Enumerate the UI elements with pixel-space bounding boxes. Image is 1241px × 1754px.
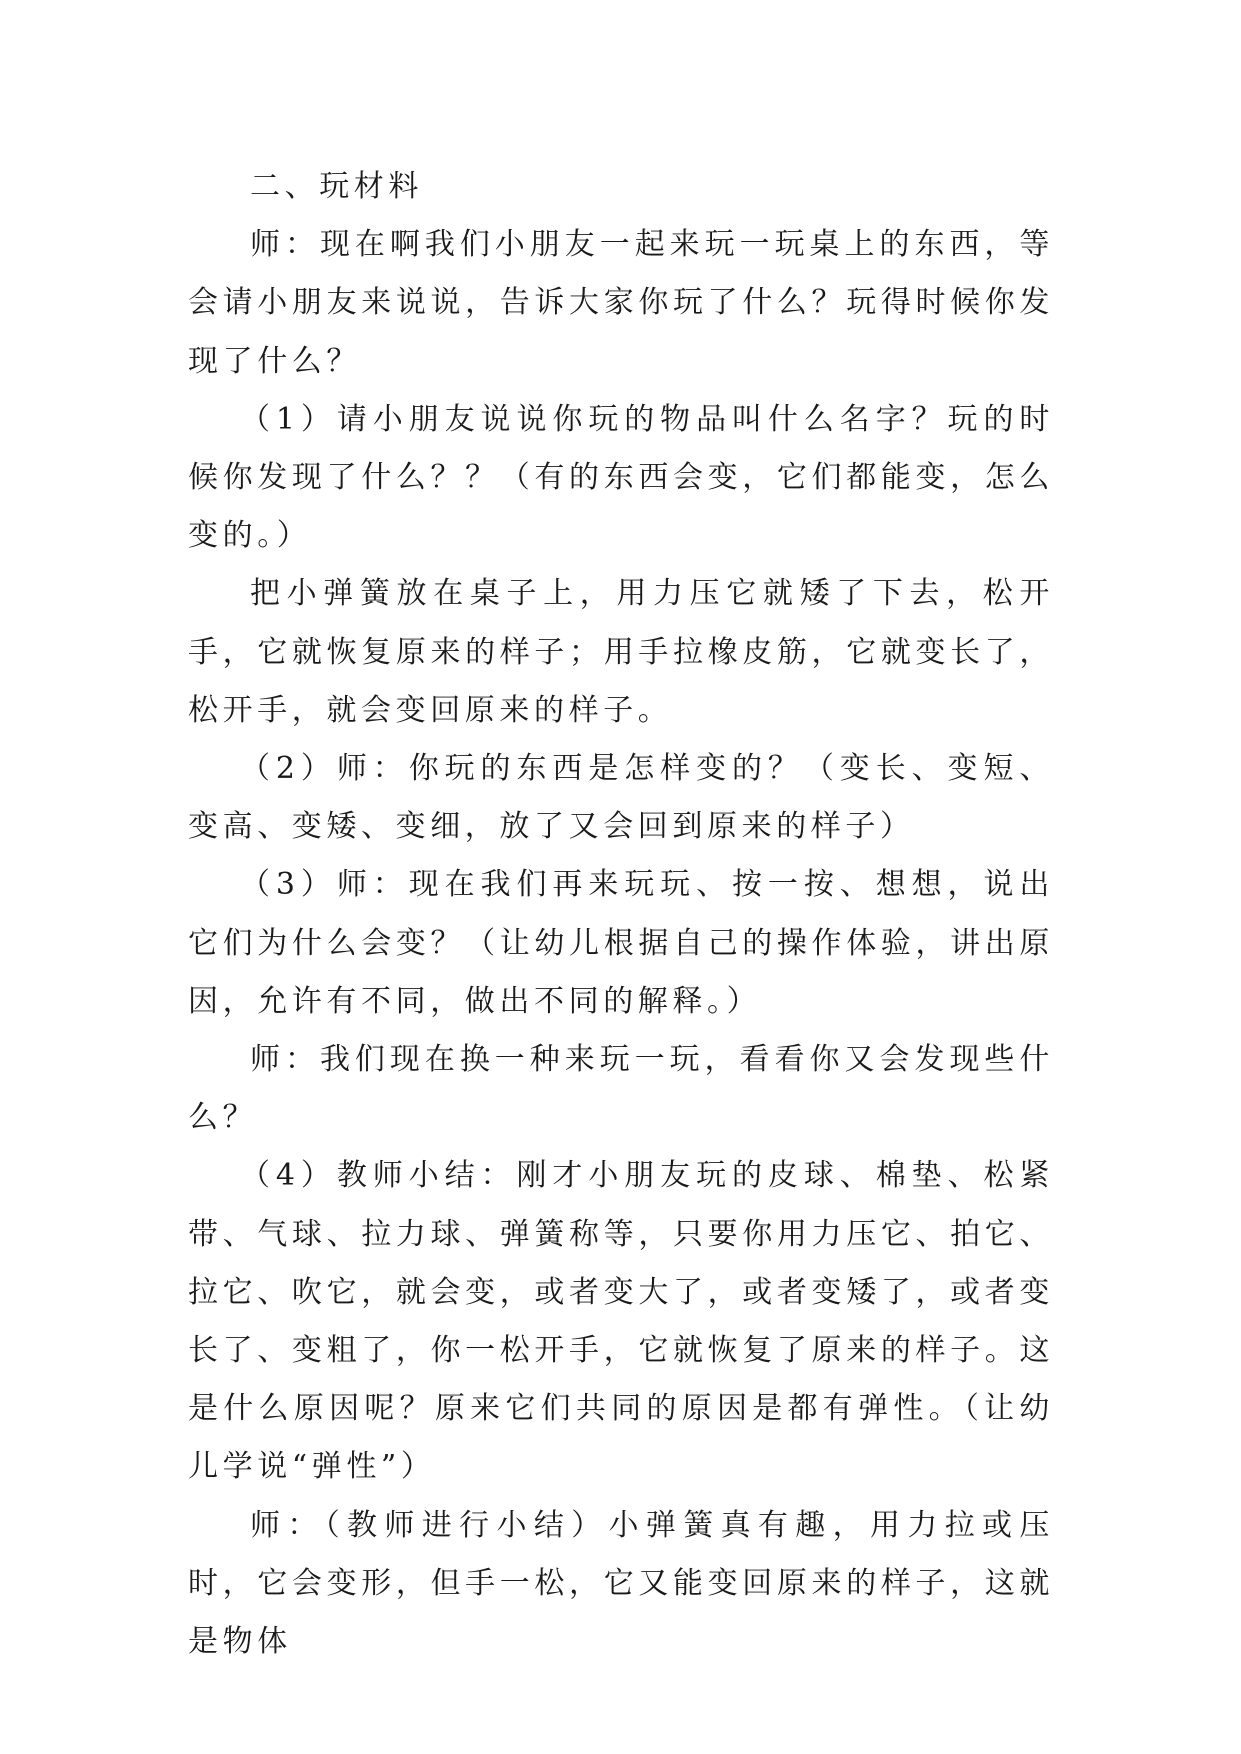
paragraph: （3）师：现在我们再来玩玩、按一按、想想，说出它们为什么会变？（让幼儿根据自己的操作体验，讲出原因，允许有不同，做出不同的解释。） bbox=[188, 867, 1054, 1019]
document-body bbox=[188, 158, 1054, 1671]
paragraph: （4）教师小结：刚才小朋友玩的皮球、棉垫、松紧带、气球、拉力球、弹簧称等，只要你用力压它、拍它、拉它、吹它，就会变，或者变大了，或者变矮了，或者变长了、变粗了，你一松开手，它就恢复了原来的样子。这是什么原因呢？原来它们共同的原因是都有弹性。（让幼儿学说“弹性”） bbox=[188, 1158, 1054, 1485]
section-heading: 二、玩材料 bbox=[250, 169, 423, 204]
paragraph: 师：（教师进行小结）小弹簧真有趣，用力拉或压时，它会变形，但手一松，它又能变回原来的样子，这就是物体 bbox=[188, 1507, 1054, 1660]
paragraph: 把小弹簧放在桌子上，用力压它就矮了下去，松开手，它就恢复原来的样子；用手拉橡皮筋，它就变长了，松开手，就会变回原来的样子。 bbox=[188, 576, 1054, 728]
paragraph: （2）师：你玩的东西是怎样变的？（变长、变短、变高、变矮、变细，放了又会回到原来的样子） bbox=[188, 751, 1054, 845]
paragraph: 师：现在啊我们小朋友一起来玩一玩桌上的东西，等会请小朋友来说说，告诉大家你玩了什么？玩得时候你发现了什么？ bbox=[188, 227, 1054, 379]
paragraph: （1）请小朋友说说你玩的物品叫什么名字？玩的时候你发现了什么？？（有的东西会变，它们都能变，怎么变的。） bbox=[188, 401, 1054, 554]
paragraph: 师：我们现在换一种来玩一玩，看看你又会发现些什么？ bbox=[188, 1042, 1054, 1136]
